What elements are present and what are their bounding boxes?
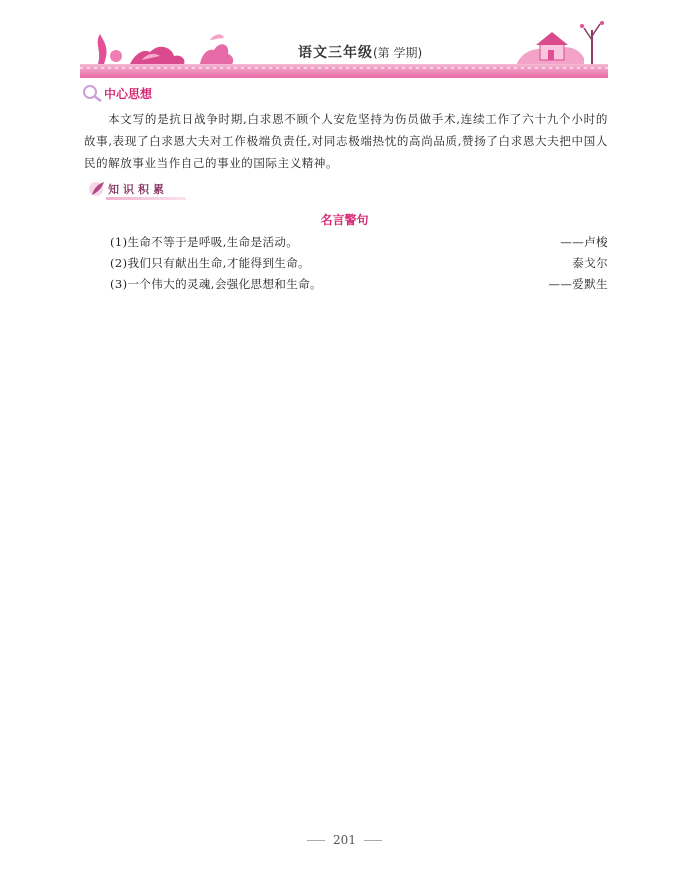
page-number: 201 — [333, 833, 356, 847]
footer-dash-right — [364, 840, 382, 841]
header-band — [80, 64, 608, 78]
knowledge-heading — [86, 180, 168, 198]
quote-author: ——爱默生 — [548, 277, 608, 291]
quote-author: ——卢梭 — [560, 235, 608, 249]
header-title-sub: (第 学期) — [373, 46, 423, 60]
knowledge-label: 知识积累 — [108, 183, 168, 196]
central-idea-label: 中心思想 — [104, 86, 153, 101]
knowledge-underline — [106, 197, 186, 200]
page-footer — [0, 833, 689, 847]
quote-author: 泰戈尔 — [572, 256, 608, 270]
quotes-title: 名言警句 — [320, 213, 369, 227]
house-tree-decoration-icon — [512, 18, 608, 68]
magnifier-icon — [82, 84, 104, 102]
central-idea-heading — [82, 84, 152, 102]
floral-decoration-left-icon — [90, 30, 240, 66]
quote-row — [110, 255, 608, 275]
quote-row — [110, 276, 608, 296]
footer-dash-left — [307, 840, 325, 841]
quote-text: (1)生命不等于是呼吸,生命是活动。 — [110, 235, 299, 249]
quote-text: (2)我们只有献出生命,才能得到生命。 — [110, 256, 311, 270]
page-header — [80, 16, 608, 78]
header-title — [298, 42, 422, 62]
central-idea-paragraph: 本文写的是抗日战争时期,白求恩不顾个人安危坚持为伤员做手术,连续工作了六十九个小时的故事,表现了白求恩大夫对工作极端负责任,对同志极端热忱的高尚品质,赞扬了白求恩大夫把中国人民的解放事业当作自己的事业的国际主义精神。 — [84, 112, 608, 170]
quill-icon — [86, 180, 108, 198]
quote-text: (3)一个伟大的灵魂,会强化思想和生命。 — [110, 277, 322, 291]
quote-row — [110, 234, 608, 254]
header-title-main: 语文三年级 — [298, 45, 373, 61]
